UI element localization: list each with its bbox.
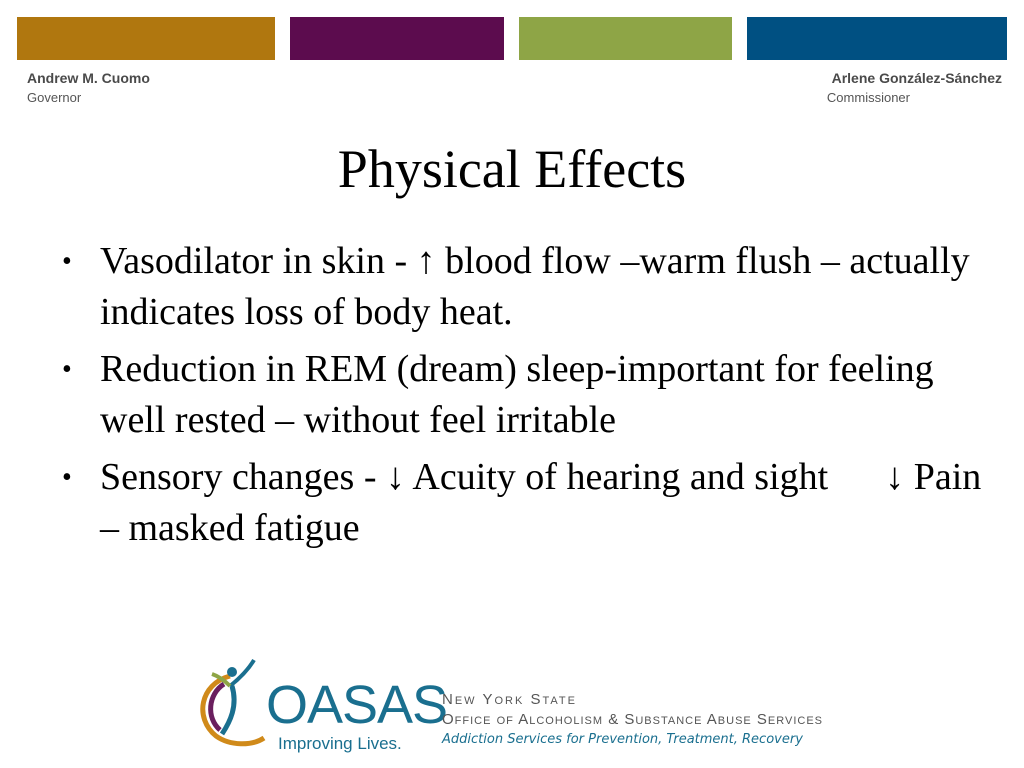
commissioner-block xyxy=(827,70,1002,105)
agency-office: Office of Alcoholism & Substance Abuse Services xyxy=(442,711,824,728)
governor-block xyxy=(27,70,150,105)
bullet-marker: • xyxy=(62,246,72,277)
bullet-item xyxy=(62,344,992,446)
up-arrow-icon: ↑ xyxy=(416,240,436,282)
bullet-marker: • xyxy=(62,354,72,385)
bullet-item xyxy=(62,236,992,338)
down-arrow-icon: ↓ xyxy=(385,456,405,498)
oasas-figure-logo-icon xyxy=(190,656,270,752)
agency-name-block xyxy=(442,690,823,750)
bullet-text: Pain – masked fatigue xyxy=(100,456,991,549)
bullet-text: Reduction in REM (dream) sleep-important for feeling well rested – without feel irritable xyxy=(100,348,944,441)
header-color-bar-blue xyxy=(747,17,1007,60)
oasas-tagline: Improving Lives. xyxy=(278,734,402,753)
bullet-marker: • xyxy=(62,462,72,493)
bullet-text: Vasodilator in skin - xyxy=(100,240,417,282)
oasas-wordmark: OASAS xyxy=(266,675,448,735)
bullet-text: Sensory changes - xyxy=(100,456,386,498)
commissioner-role: Commissioner xyxy=(826,90,910,105)
governor-role: Governor xyxy=(27,90,82,105)
bullet-list xyxy=(62,236,992,560)
oasas-footer-logo xyxy=(190,656,880,756)
commissioner-name: Arlene González-Sánchez xyxy=(831,70,1002,86)
header-color-bar-gold xyxy=(17,17,275,60)
bullet-item xyxy=(62,452,992,554)
slide-title: Physical Effects xyxy=(337,139,687,199)
agency-mission: Addiction Services for Prevention, Treatment, Recovery xyxy=(442,732,803,747)
header-color-bar-purple xyxy=(290,17,504,60)
header-color-bar-green xyxy=(519,17,732,60)
governor-name: Andrew M. Cuomo xyxy=(27,70,150,86)
down-arrow-icon: ↓ xyxy=(885,456,905,498)
bullet-text: Acuity of hearing and sight xyxy=(404,456,886,498)
agency-state: New York State xyxy=(442,691,577,708)
bullet-text: blood flow –warm flush – actually indicates loss of body heat. xyxy=(100,240,980,333)
